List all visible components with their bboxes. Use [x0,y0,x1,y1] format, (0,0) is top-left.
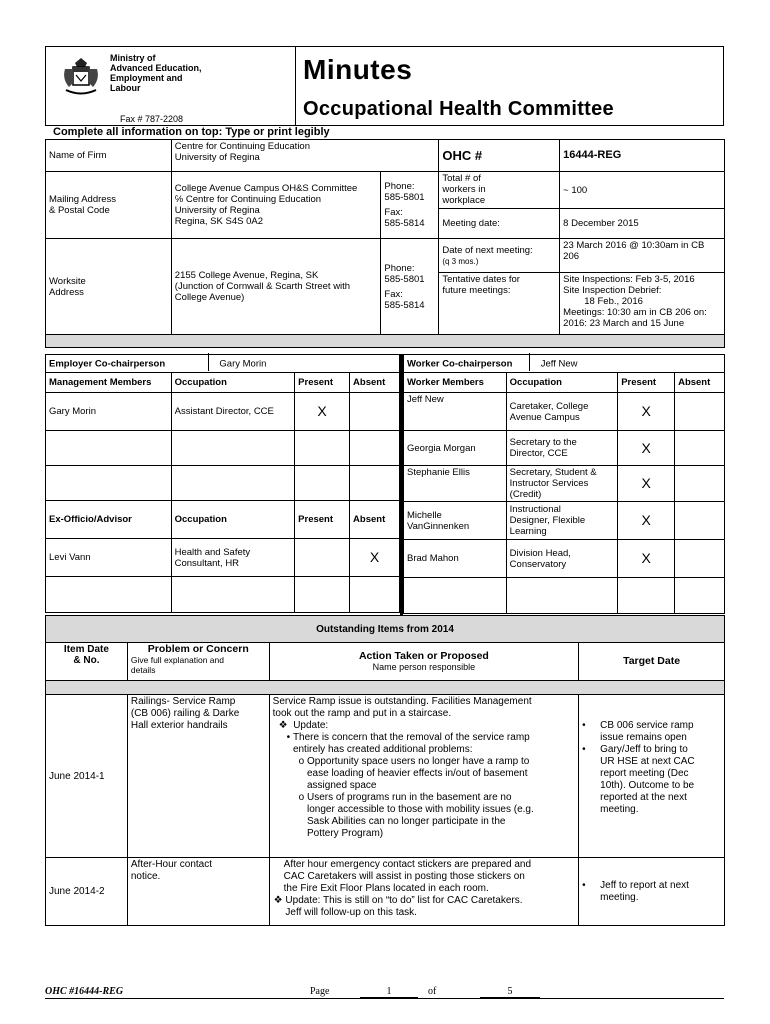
table-row: Jeff New Caretaker, College Avenue Campus X [404,393,725,431]
tentative-value: Site Inspections: Feb 3-5, 2016 Site Inspection Debrief: 18 Feb., 2016 Meetings: 10:30 am in CB 206 on: 2016: 23 March and 15 June [560,273,725,335]
ministry-line: Advanced Education, [110,63,202,73]
table-row: June 2014-2 After-Hour contact notice. After hour emergency contact stickers are prepared and CAC Caretakers will assist in posting those stickers on the Fire Exit Floor Plans located in each room. ❖ Update: This is still on “to do” list for CAC Caretakers. Jeff will follow-up on this task. • Jeff to report at next meeting. [46,858,725,926]
ministry-line: Ministry of [110,53,156,63]
mailing-phone: Phone: 585-5801 Fax: 585-5814 [381,172,439,239]
firm-label: Name of Firm [46,140,172,172]
table-row [46,577,400,613]
table-row [404,578,725,614]
col-header: Worker Members [404,373,507,393]
ohc-label: OHC # [439,140,560,172]
col-header: Absent [350,373,400,393]
col-header: Present [618,373,675,393]
firm-value: Centre for Continuing Education University of Regina [171,140,439,172]
col-header: Present [295,373,350,393]
ministry-name [110,53,202,93]
footer-rule [45,998,724,999]
mailing-label: Mailing Address & Postal Code [46,172,172,239]
instruction-text: Complete all information on top: Type or print legibly [45,125,724,139]
total-workers-label: Total # of workers in workplace [439,172,560,209]
meeting-date-label: Meeting date: [439,209,560,239]
ohc-value: 16444-REG [560,140,725,172]
fax-number: Fax # 787-2208 [120,114,184,124]
col-header-date: Item Date & No. [46,643,128,681]
total-workers-value: ~ 100 [560,172,725,209]
worker-cochair-label: Worker Co-chairperson Jeff New [404,355,618,373]
table-row [46,431,400,466]
meeting-date-value: 8 December 2015 [560,209,725,239]
table-row: Michelle VanGinnenken Instructional Designer, Flexible Learning X [404,502,725,540]
outstanding-table [45,615,725,926]
table-row: Stephanie Ellis Secretary, Student & Instructor Services (Credit) X [404,466,725,502]
footer-page-total: 5 [480,986,540,998]
col-header: Absent [350,501,400,539]
col-header-problem: Problem or Concern Give full explanation and details [127,643,269,681]
worker-cochair-name: Jeff New [540,358,578,370]
table-row: Georgia Morgan Secretary to the Director, CCE X [404,431,725,466]
footer-page-label: Page [310,986,330,997]
footer-ohc: OHC #16444-REG [45,986,124,997]
diamond-bullet-icon: ❖ [278,720,288,731]
column-separator [400,354,403,615]
ministry-line: Labour [110,83,141,93]
page-subtitle: Occupational Health Committee [303,98,614,120]
table-row: Gary Morin Assistant Director, CCE X [46,393,400,431]
coat-of-arms-icon [60,55,102,97]
next-meeting-value: 23 March 2016 @ 10:30am in CB 206 [560,239,725,273]
col-header: Ex-Officio/Advisor [46,501,172,539]
worksite-value: 2155 College Avenue, Regina, SK (Junction of Cornwall & Scarth Street with College Avenue) [171,239,381,335]
table-row: Levi Vann Health and Safety Consultant, HR X [46,539,400,577]
diamond-bullet-icon: ❖ [273,895,286,906]
spacer-row [46,335,725,348]
mailing-value: College Avenue Campus OH&S Committee ℅ Centre for Continuing Education University of Regina Regina, SK S4S 0A2 [171,172,381,239]
ministry-line: Employment and [110,73,183,83]
col-header-action: Action Taken or Proposed Name person responsible [269,643,579,681]
table-row [46,466,400,501]
tentative-label: Tentative dates for future meetings: [439,273,560,335]
col-header: Present [295,501,350,539]
col-header: Management Members [46,373,172,393]
col-header-target: Target Date [579,643,725,681]
spacer-row [46,681,725,695]
next-meeting-label: Date of next meeting: (q 3 mos.) [439,239,560,273]
col-header: Occupation [171,373,295,393]
col-header: Absent [675,373,725,393]
worksite-phone: Phone: 585-5801 Fax: 585-5814 [381,239,439,335]
header-divider [295,46,296,126]
footer-of-label: of [428,986,437,997]
col-header: Occupation [506,373,618,393]
outstanding-title: Outstanding Items from 2014 [46,616,725,643]
col-header: Occupation [171,501,295,539]
worker-table [403,354,725,614]
info-table [45,139,725,348]
table-row: June 2014-1 Railings- Service Ramp (CB 006) railing & Darke Hall exterior handrails Service Ramp issue is outstanding. Facilities Management took out the ramp and put in a staircase. ❖ Update: • There is concern that the removal of the service ramp entirely has created additional problems: o Opportunity space users no longer have a ramp to ease loading of heavier effects in/out of basement assigned space o Users of programs run in the basement are no longer accessible to those with mobility issues (e.g. Sask Abilities can no longer participate in the Pottery Program) • CB 006 service ramp issue remains open • Gary/Jeff to bring to UR HSE at next CAC report meeting (Dec 10th). Outcome to be reported at the next meeting. [46,695,725,858]
management-table [45,354,400,613]
footer-page-number: 1 [360,986,418,998]
worksite-label: Worksite Address [46,239,172,335]
page-title: Minutes [303,54,413,85]
employer-cochair-name: Gary Morin [219,358,267,370]
employer-cochair-label: Employer Co-chairperson Gary Morin [46,355,295,373]
table-row: Brad Mahon Division Head, Conservatory X [404,540,725,578]
